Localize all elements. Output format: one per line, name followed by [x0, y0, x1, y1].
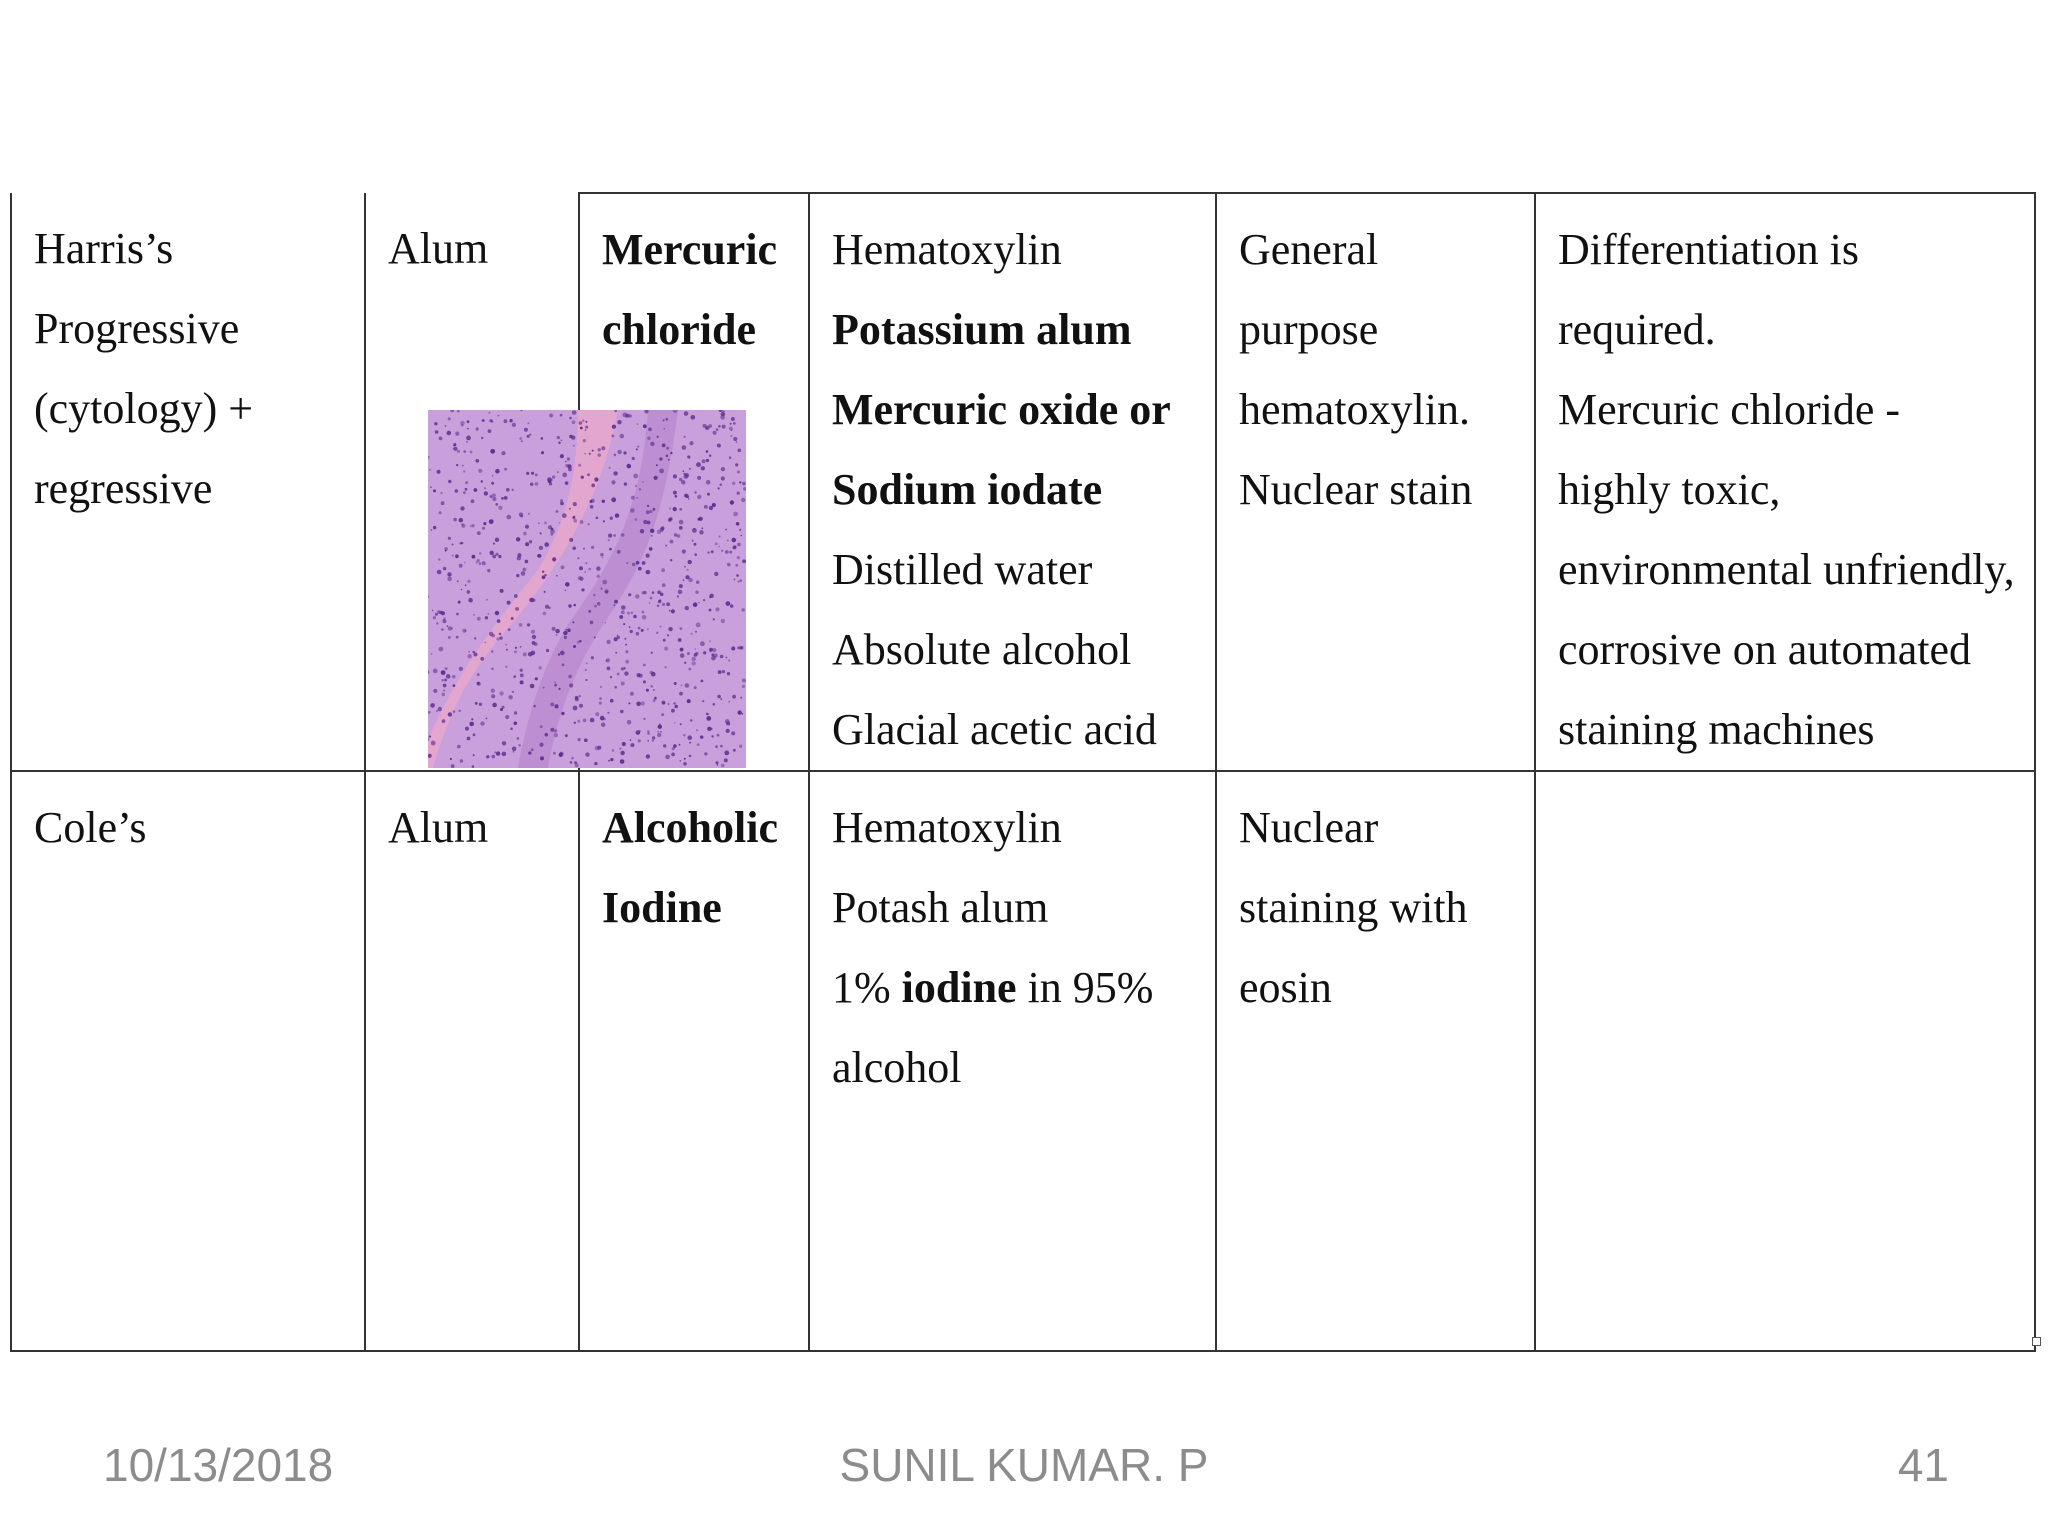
footer-date: 10/13/2018: [103, 1439, 334, 1491]
cell-text: environmental unfriendly,: [1558, 545, 2015, 594]
remarks-cell: [1535, 193, 2035, 771]
cell-text: Progressive: [34, 304, 240, 353]
footer-author: SUNIL KUMAR. P: [839, 1439, 1209, 1491]
page-number: 41: [1897, 1439, 1949, 1491]
cell-text: Nuclear stain: [1239, 465, 1473, 514]
cell-text: Absolute alcohol: [832, 625, 1132, 674]
cell-text: General: [1239, 225, 1379, 274]
cell-text: Potash alum: [832, 883, 1049, 932]
cell-text: Distilled water: [832, 545, 1093, 594]
cell-text: Nuclear: [1239, 803, 1379, 852]
cell-text: Hematoxylin: [832, 803, 1062, 852]
composition-cell: [809, 771, 1216, 1351]
use-cell: [1216, 193, 1535, 771]
cell-text: Harris’s: [34, 224, 174, 273]
cell-text: staining machines: [1558, 705, 1875, 754]
cell-text: Cole’s: [34, 803, 147, 852]
cell-text-part: in 95%: [1016, 963, 1154, 1012]
cell-text-part: 1%: [832, 963, 902, 1012]
cell-text: purpose: [1239, 305, 1379, 354]
cell-text: (cytology) +: [34, 384, 254, 433]
cell-text: Mercuric: [602, 225, 778, 274]
cell-text: required.: [1558, 305, 1716, 354]
table-row: [11, 771, 2035, 1351]
cell-text: eosin: [1239, 963, 1332, 1012]
cell-text: Differentiation is: [1558, 225, 1859, 274]
cell-text: corrosive on automated: [1558, 625, 1971, 674]
cell-text: highly toxic,: [1558, 465, 1781, 514]
cell-text: Potassium alum: [832, 305, 1132, 354]
cell-text: Mercuric chloride -: [1558, 385, 1901, 434]
cell-text: regressive: [34, 464, 213, 513]
cell-text: alcohol: [832, 1043, 962, 1092]
cell-text: Alum: [388, 224, 489, 273]
cell-text: [832, 948, 1193, 1028]
stain-name-cell: [11, 193, 365, 771]
cell-text: hematoxylin.: [1239, 385, 1470, 434]
cell-text: chloride: [602, 305, 756, 354]
oxidant-cell: [579, 771, 809, 1351]
cell-text: Alcoholic: [602, 803, 778, 852]
cell-text: Alum: [388, 803, 489, 852]
table-row: [11, 193, 2035, 771]
cell-text: Hematoxylin: [832, 225, 1062, 274]
histology-micrograph-icon: [428, 410, 746, 768]
cell-text: Sodium iodate: [832, 465, 1103, 514]
cell-text: Glacial acetic acid: [832, 705, 1157, 754]
cell-text: staining with: [1239, 883, 1468, 932]
stain-comparison-table: [10, 192, 2036, 1352]
remarks-cell: [1535, 771, 2035, 1351]
resize-handle: [2032, 1337, 2041, 1346]
use-cell: [1216, 771, 1535, 1351]
cell-text: Iodine: [602, 883, 722, 932]
mordant-cell: [365, 771, 579, 1351]
composition-cell: [809, 193, 1216, 771]
cell-text-part: iodine: [901, 963, 1017, 1012]
cell-text: Mercuric oxide or: [832, 385, 1171, 434]
stain-name-cell: [11, 771, 365, 1351]
